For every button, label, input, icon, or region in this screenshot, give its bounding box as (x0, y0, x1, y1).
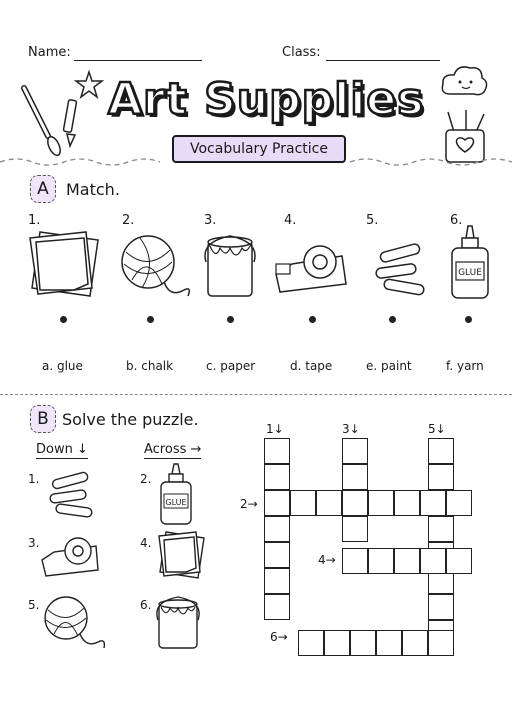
section-b-title: Solve the puzzle. (62, 410, 199, 429)
clue-down-5: 5. (28, 598, 40, 612)
tape-icon (40, 532, 104, 580)
crossword-cell[interactable] (290, 490, 316, 516)
match-dot[interactable] (60, 316, 67, 323)
name-field[interactable] (74, 60, 202, 61)
match-item-num: 2. (122, 213, 135, 228)
header-divider (0, 156, 512, 168)
svg-text:GLUE: GLUE (165, 498, 187, 507)
crossword-cell[interactable] (264, 542, 290, 568)
section-b-badge: B (30, 405, 56, 433)
yarn-icon (118, 232, 194, 302)
crossword-cell[interactable] (342, 464, 368, 490)
tape-icon (272, 238, 352, 298)
grid-label-5-down: 5↓ (428, 422, 446, 436)
crossword-cell[interactable] (264, 594, 290, 620)
crossword-cell[interactable] (342, 548, 368, 574)
grid-label-3-down: 3↓ (342, 422, 360, 436)
class-label: Class: (282, 45, 321, 60)
down-heading: Down ↓ (36, 442, 88, 457)
crossword-cell[interactable] (428, 630, 454, 656)
crossword-cell[interactable] (376, 630, 402, 656)
clue-down-1: 1. (28, 472, 40, 486)
crossword-cell[interactable] (298, 630, 324, 656)
crossword-cell[interactable] (428, 594, 454, 620)
match-dot[interactable] (309, 316, 316, 323)
crossword-cell[interactable] (350, 630, 376, 656)
grid-label-2-across: 2→ (240, 497, 258, 511)
match-item-num: 1. (28, 213, 41, 228)
star-icon (74, 70, 104, 100)
class-field[interactable] (326, 60, 440, 61)
crossword-cell[interactable] (394, 548, 420, 574)
crossword-cell[interactable] (264, 516, 290, 542)
section-a-badge: A (30, 175, 56, 203)
cloud-icon (440, 62, 490, 102)
crossword-cell[interactable] (264, 490, 290, 516)
match-item-num: 4. (284, 213, 297, 228)
match-word: c. paper (206, 359, 256, 373)
crossword-cell[interactable] (446, 490, 472, 516)
clue-across-4: 4. (140, 536, 152, 550)
match-dot[interactable] (147, 316, 154, 323)
paper-icon (26, 226, 106, 300)
crossword-cell[interactable] (264, 568, 290, 594)
crossword-cell[interactable] (264, 438, 290, 464)
clue-across-6: 6. (140, 598, 152, 612)
crossword-cell[interactable] (420, 490, 446, 516)
match-word: f. yarn (446, 359, 484, 373)
match-item-num: 3. (204, 213, 217, 228)
worksheet-title: Art Supplies (108, 74, 425, 125)
crossword-cell[interactable] (394, 490, 420, 516)
crossword-cell[interactable] (368, 490, 394, 516)
chalk-icon (44, 470, 100, 520)
paint-icon (154, 594, 206, 650)
crossword-cell[interactable] (402, 630, 428, 656)
crossword-cell[interactable] (428, 516, 454, 542)
across-heading: Across → (144, 442, 202, 457)
match-word: a. glue (42, 359, 83, 373)
match-item-num: 5. (366, 213, 379, 228)
match-dot[interactable] (389, 316, 396, 323)
paper-icon (156, 528, 208, 582)
crossword-cell[interactable] (368, 548, 394, 574)
crossword-cell[interactable] (420, 548, 446, 574)
match-dot[interactable] (227, 316, 234, 323)
crossword-cell[interactable] (324, 630, 350, 656)
clue-across-2: 2. (140, 472, 152, 486)
yarn-icon (42, 594, 110, 654)
paint-icon (202, 232, 262, 300)
match-word: b. chalk (126, 359, 174, 373)
svg-text:GLUE: GLUE (458, 268, 482, 278)
crossword-cell[interactable] (428, 464, 454, 490)
match-dot[interactable] (465, 316, 472, 323)
crossword-cell[interactable] (342, 438, 368, 464)
grid-label-4-across: 4→ (318, 553, 336, 567)
crossword-cell[interactable] (316, 490, 342, 516)
crossword-cell[interactable] (264, 464, 290, 490)
glue-icon (448, 224, 492, 302)
grid-label-1-down: 1↓ (266, 422, 284, 436)
clue-down-3: 3. (28, 536, 40, 550)
section-a-title: Match. (66, 180, 120, 199)
crossword-cell[interactable] (428, 438, 454, 464)
match-word: d. tape (290, 359, 333, 373)
crossword-cell[interactable] (342, 516, 368, 542)
match-item-num: 6. (450, 213, 463, 228)
subtitle-ribbon: Vocabulary Practice (172, 135, 346, 163)
chalk-icon (368, 238, 432, 302)
grid-label-6-across: 6→ (270, 630, 288, 644)
glue-icon (158, 462, 194, 526)
name-label: Name: (28, 45, 71, 60)
section-divider (0, 394, 512, 395)
match-word: e. paint (366, 359, 412, 373)
crossword-cell[interactable] (446, 548, 472, 574)
crossword-cell[interactable] (342, 490, 368, 516)
